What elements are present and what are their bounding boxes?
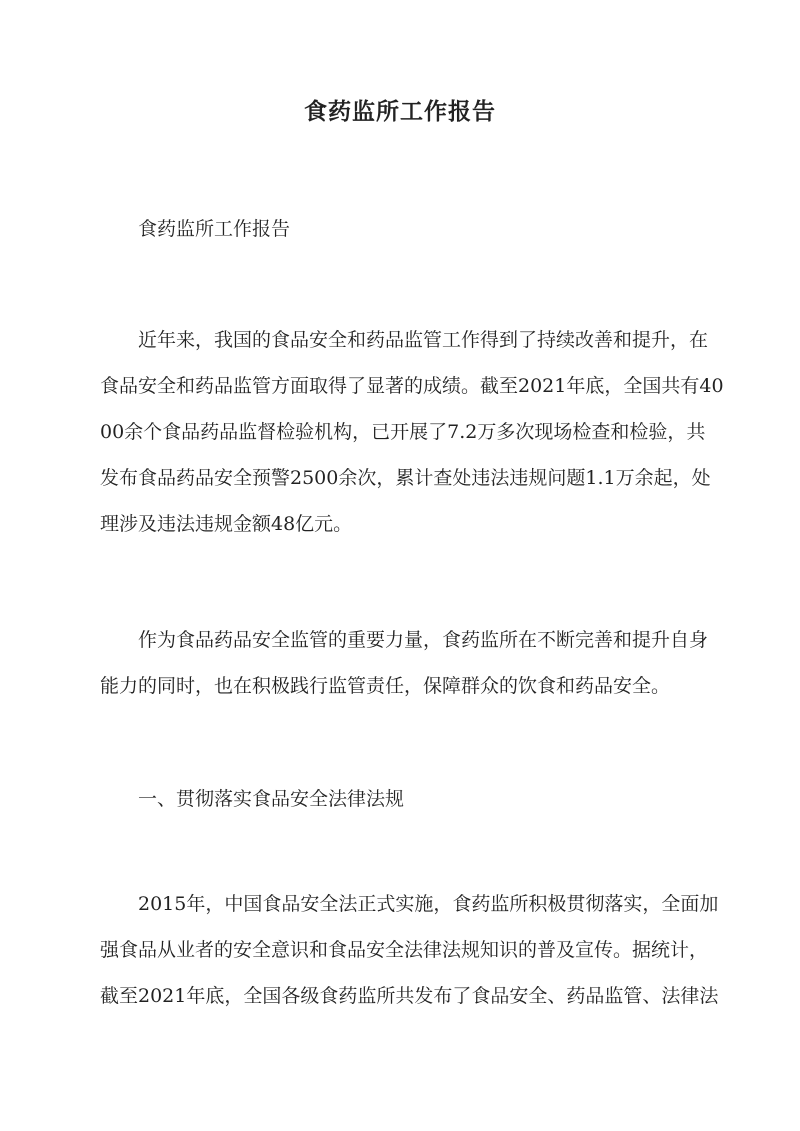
paragraph-line: 理涉及违法违规金额48亿元。 bbox=[100, 513, 353, 535]
document-subtitle bbox=[100, 206, 712, 252]
paragraph-line: 强食品从业者的安全意识和食品安全法律法规知识的普及宣传。据统计， bbox=[100, 939, 709, 961]
document-title: 食药监所工作报告 bbox=[304, 98, 496, 125]
paragraph-line: 截至2021年底，全国各级食药监所共发布了食品安全、药品监管、法律法 bbox=[100, 985, 719, 1007]
section-heading-text: 一、贯彻落实食品安全法律法规 bbox=[138, 788, 405, 810]
section-paragraph bbox=[100, 881, 719, 1019]
paragraph-line: 发布食品药品安全预警2500余次，累计查处违法违规问题1.1万余起，处 bbox=[100, 467, 711, 489]
paragraph-line: 00余个食品药品监督检验机构，已开展了7.2万多次现场检查和检验，共 bbox=[100, 421, 706, 443]
paragraph-line: 能力的同时，也在积极践行监管责任，保障群众的饮食和药品安全。 bbox=[100, 675, 671, 697]
section-heading bbox=[100, 776, 712, 822]
role-paragraph bbox=[100, 617, 712, 709]
paragraph-line: 食品安全和药品监管方面取得了显著的成绩。截至2021年底，全国共有40 bbox=[100, 375, 724, 397]
subtitle-line: 食药监所工作报告 bbox=[138, 218, 291, 240]
paragraph-line: 作为食品药品安全监管的重要力量，食药监所在不断完善和提升自身 bbox=[138, 629, 709, 651]
paragraph-line: 2015年，中国食品安全法正式实施，食药监所积极贯彻落实，全面加 bbox=[138, 893, 719, 915]
paragraph-line: 近年来，我国的食品安全和药品监管工作得到了持续改善和提升，在 bbox=[138, 329, 709, 351]
intro-paragraph bbox=[100, 317, 724, 547]
